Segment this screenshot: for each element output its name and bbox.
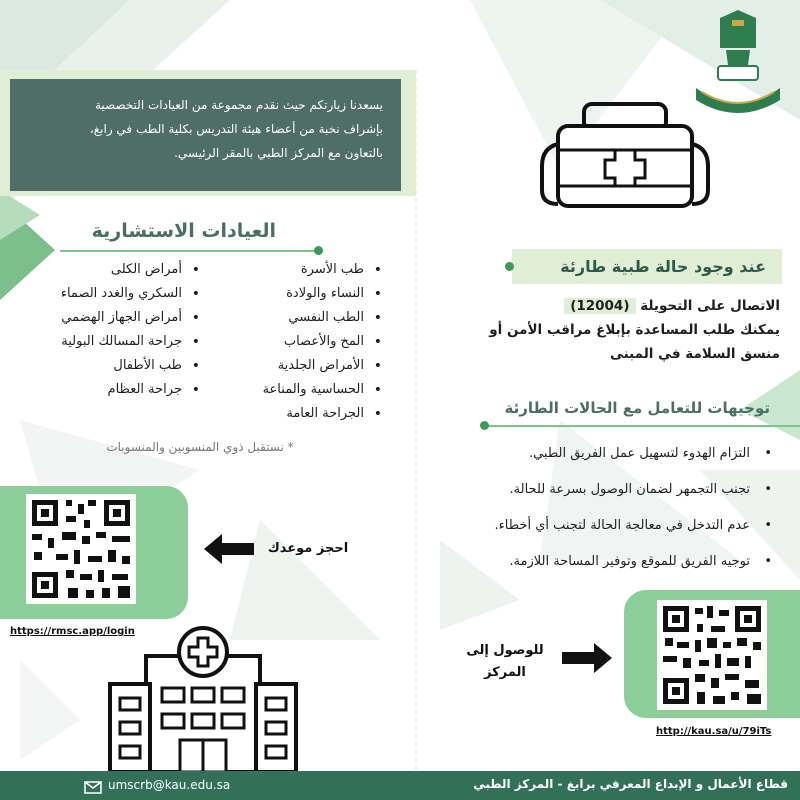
- guidelines-title-dot: [480, 421, 489, 430]
- list-item: • الأمراض الجلدية: [277, 358, 382, 374]
- footer-email[interactable]: umscrb@kau.edu.sa: [108, 778, 231, 792]
- intro-line-3: بالتعاون مع المركز الطبي بالمقر الرئيسي.: [174, 146, 383, 160]
- footer-title: قطاع الأعمال و الإبداع المعرفي برابغ - المركز الطبي: [473, 777, 788, 791]
- arrow-left-icon: [204, 534, 254, 568]
- list-item: • المخ والأعصاب: [283, 334, 382, 350]
- list-item: • جراحة العظام: [107, 382, 200, 398]
- list-item: • الجراحة العامة: [286, 406, 382, 422]
- list-item: • الطب النفسي: [288, 310, 382, 326]
- guidelines-title-line: [484, 425, 800, 427]
- list-item: • النساء والولادة: [286, 286, 382, 302]
- clinics-title: العيادات الاستشارية: [91, 220, 276, 242]
- mail-icon: [84, 779, 102, 798]
- emergency-title-dot: [505, 262, 514, 271]
- clinics-list-left: [24, 258, 200, 402]
- list-item: • جراحة المسالك البولية: [61, 334, 200, 350]
- clinics-note: * نستقبل ذوي المنسوبين والمنسوبات: [106, 440, 294, 454]
- list-item: • الحساسية والمناعة: [262, 382, 382, 398]
- list-item: • توجيه الفريق للموقع وتوفير المساحة اللازمة.: [509, 554, 772, 569]
- emergency-title: عند وجود حالة طبية طارئة: [512, 249, 782, 284]
- emergency-line-1: الاتصال على التحويلة (12004): [470, 294, 780, 318]
- list-item: • أمراض الجهاز الهضمي: [61, 310, 200, 326]
- list-item: • طب الأسرة: [300, 262, 382, 278]
- list-item: • السكري والغدد الصماء: [60, 286, 200, 302]
- emergency-extension: (12004): [564, 298, 635, 314]
- intro-line-1: يسعدنا زيارتكم حيث نقدم مجموعة من العيادات التخصصية: [94, 98, 383, 112]
- arrow-left-icon: [562, 643, 612, 677]
- list-item: • تجنب التجمهر لضمان الوصول بسرعة للحالة.: [509, 482, 772, 497]
- medical-bag-icon: [540, 100, 710, 214]
- list-item: • طب الأطفال: [113, 358, 200, 374]
- booking-caption: احجز موعدك: [267, 541, 349, 556]
- emergency-line-2: يمكنك طلب المساعدة بإبلاغ مراقب الأمن أو: [489, 322, 780, 338]
- booking-link[interactable]: https://rmsc.app/login: [10, 626, 135, 637]
- guidelines-title: توجيهات للتعامل مع الحالات الطارئة: [504, 399, 770, 417]
- location-qr-code[interactable]: [657, 600, 767, 710]
- emergency-instructions: [470, 294, 780, 366]
- footer: [0, 771, 800, 800]
- guidelines-list: [420, 436, 772, 580]
- clinics-title-dot: [314, 246, 323, 255]
- list-item: • عدم التدخل في معالجة الحالة لتجنب أي أخطاء.: [494, 518, 772, 533]
- booking-qr-code[interactable]: [26, 494, 136, 604]
- location-caption-line-2: المركز: [484, 665, 526, 680]
- clinics-title-line: [60, 250, 318, 252]
- location-link[interactable]: http://kau.sa/u/79iTs: [656, 726, 772, 737]
- list-item: • التزام الهدوء لتسهيل عمل الفريق الطبي.: [528, 446, 772, 461]
- intro-line-2: بإشراف نخبة من أعضاء هيئة التدريس بكلية الطب في رابغ،: [89, 122, 383, 136]
- location-caption-line-1: للوصول إلى: [466, 643, 544, 658]
- intro-text-box: [10, 79, 401, 191]
- location-caption: [460, 640, 550, 684]
- hospital-icon: [108, 626, 298, 776]
- list-item: • أمراض الكلى: [110, 262, 200, 278]
- clinics-list-right: [222, 258, 382, 426]
- emergency-line-3: منسق السلامة في المبنى: [609, 346, 780, 362]
